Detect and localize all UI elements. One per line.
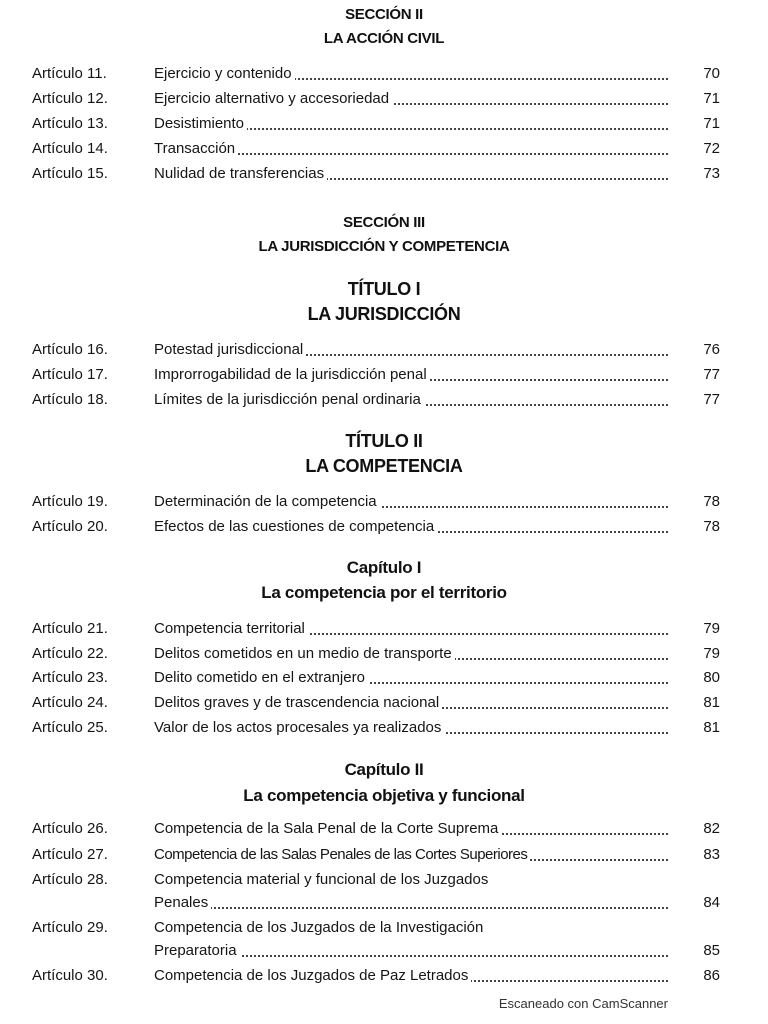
article-number: Artículo 19. <box>32 493 108 510</box>
entry-title: Desistimiento <box>154 115 247 132</box>
article-number: Artículo 11. <box>32 65 107 82</box>
page-number: 83 <box>703 846 720 863</box>
section-title: LA ACCIÓN CIVIL <box>323 30 445 47</box>
toc-entry <box>32 844 720 866</box>
article-number: Artículo 27. <box>32 846 108 863</box>
toc-entry <box>32 138 720 160</box>
toc-entry <box>32 339 720 361</box>
page-number: 84 <box>703 894 720 911</box>
article-number: Artículo 18. <box>32 391 108 408</box>
entry-title: Valor de los actos procesales ya realizados <box>154 719 444 736</box>
page-number: 71 <box>703 115 720 132</box>
toc-entry <box>32 364 720 386</box>
entry-title-continuation: Penales <box>154 894 211 911</box>
entry-title: Competencia de las Salas Penales de las Cortes Superiores <box>154 846 530 863</box>
entry-title: Delitos graves y de trascendencia nacional <box>154 694 442 711</box>
entry-title: Transacción <box>154 140 238 157</box>
page-number: 77 <box>703 366 720 383</box>
toc-entry <box>32 163 720 185</box>
toc-entry <box>32 389 720 411</box>
toc-entry <box>32 88 720 110</box>
toc-entry <box>32 491 720 513</box>
toc-entry <box>32 692 720 714</box>
page-number: 73 <box>703 165 720 182</box>
article-number: Artículo 14. <box>32 140 108 157</box>
capitulo-label: Capítulo II <box>344 760 424 779</box>
page-number: 71 <box>703 90 720 107</box>
toc-entry <box>32 917 720 939</box>
article-number: Artículo 17. <box>32 366 108 383</box>
capitulo-title: La competencia por el territorio <box>261 583 507 602</box>
toc-entry <box>32 516 720 538</box>
entry-title: Competencia de los Juzgados de Paz Letrados <box>154 967 471 984</box>
titulo-label: TÍTULO II <box>345 431 423 451</box>
entry-title: Potestad jurisdiccional <box>154 341 306 358</box>
article-number: Artículo 12. <box>32 90 108 107</box>
toc-entry <box>32 618 720 640</box>
entry-title: Nulidad de transferencias <box>154 165 327 182</box>
page-number: 81 <box>703 719 720 736</box>
entry-title: Competencia de los Juzgados de la Investigación <box>154 919 486 936</box>
page-number: 77 <box>703 391 720 408</box>
toc-entry <box>32 113 720 135</box>
entry-title: Delito cometido en el extranjero <box>154 669 368 686</box>
page-number: 79 <box>703 620 720 637</box>
article-number: Artículo 30. <box>32 967 108 984</box>
capitulo-title: La competencia objetiva y funcional <box>243 786 525 805</box>
toc-entry <box>32 818 720 840</box>
article-number: Artículo 16. <box>32 341 108 358</box>
entry-title: Ejercicio y contenido <box>154 65 295 82</box>
titulo-title: LA JURISDICCIÓN <box>307 304 461 324</box>
section-label: SECCIÓN II <box>345 6 423 23</box>
article-number: Artículo 26. <box>32 820 108 837</box>
titulo-label: TÍTULO I <box>347 279 421 299</box>
entry-title: Competencia territorial <box>154 620 308 637</box>
page-number: 80 <box>703 669 720 686</box>
page-number: 81 <box>703 694 720 711</box>
article-number: Artículo 15. <box>32 165 108 182</box>
article-number: Artículo 13. <box>32 115 108 132</box>
page-number: 82 <box>703 820 720 837</box>
page-number: 86 <box>703 967 720 984</box>
section-title: LA JURISDICCIÓN Y COMPETENCIA <box>258 238 510 255</box>
section-label: SECCIÓN III <box>343 214 425 231</box>
page-number: 76 <box>703 341 720 358</box>
article-number: Artículo 20. <box>32 518 108 535</box>
entry-title: Límites de la jurisdicción penal ordinaria <box>154 391 424 408</box>
page-number: 79 <box>703 645 720 662</box>
article-number: Artículo 22. <box>32 645 108 662</box>
toc-entry <box>32 667 720 689</box>
toc-entry <box>32 717 720 739</box>
toc-entry <box>32 965 720 987</box>
page-number: 78 <box>703 518 720 535</box>
page-number: 70 <box>703 65 720 82</box>
article-number: Artículo 25. <box>32 719 108 736</box>
toc-entry <box>32 869 720 891</box>
toc-entry <box>32 63 720 85</box>
toc-entry-continuation <box>32 892 720 914</box>
page-number: 78 <box>703 493 720 510</box>
titulo-title: LA COMPETENCIA <box>305 456 463 476</box>
article-number: Artículo 24. <box>32 694 108 711</box>
entry-title: Delitos cometidos en un medio de transporte <box>154 645 455 662</box>
article-number: Artículo 21. <box>32 620 108 637</box>
article-number: Artículo 23. <box>32 669 108 686</box>
entry-title-continuation: Preparatoria <box>154 942 240 959</box>
entry-title: Improrrogabilidad de la jurisdicción penal <box>154 366 430 383</box>
article-number: Artículo 29. <box>32 919 108 936</box>
toc-entry-continuation <box>32 940 720 962</box>
article-number: Artículo 28. <box>32 871 108 888</box>
page-number: 85 <box>703 942 720 959</box>
scanner-watermark: Escaneado con CamScanner <box>498 996 668 1011</box>
page-number: 72 <box>703 140 720 157</box>
entry-title: Ejercicio alternativo y accesoriedad <box>154 90 392 107</box>
entry-title: Competencia de la Sala Penal de la Corte Suprema <box>154 820 501 837</box>
capitulo-label: Capítulo I <box>346 558 422 577</box>
entry-title: Determinación de la competencia <box>154 493 380 510</box>
entry-title: Competencia material y funcional de los Juzgados <box>154 871 491 888</box>
toc-entry <box>32 643 720 665</box>
entry-title: Efectos de las cuestiones de competencia <box>154 518 437 535</box>
